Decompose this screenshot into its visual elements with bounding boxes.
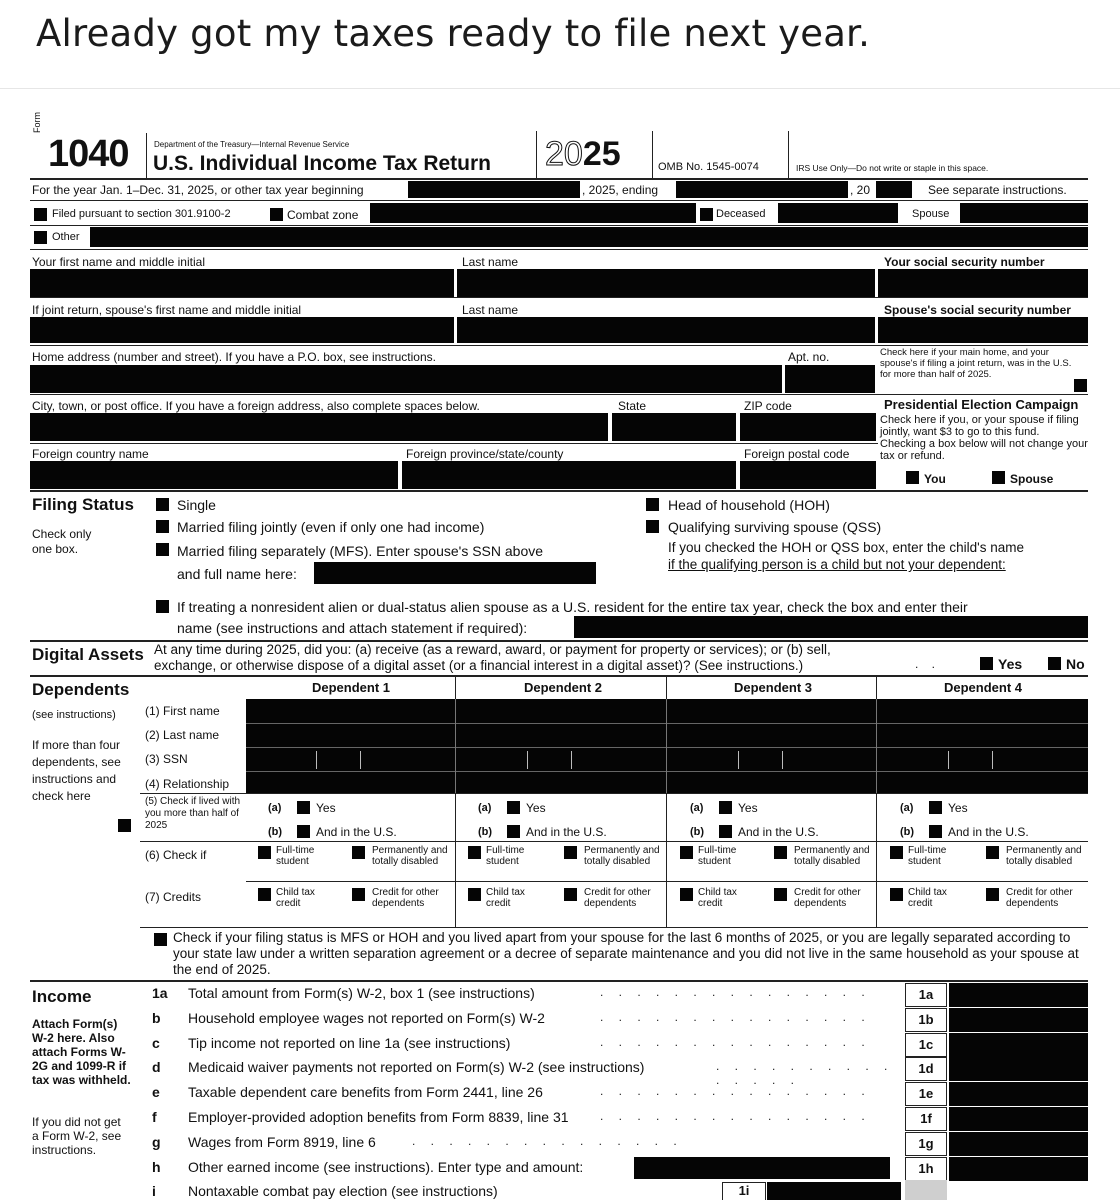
income-line-text: Wages from Form 8919, line 6: [188, 1134, 376, 1150]
dep4-otherdep-checkbox[interactable]: [986, 888, 999, 901]
mfs-checkbox[interactable]: [156, 543, 169, 556]
form-number: 1040: [48, 133, 129, 175]
period-end-field[interactable]: [676, 181, 848, 198]
period-begin-field[interactable]: [408, 181, 580, 198]
dep4-yes-label: Yes: [948, 801, 968, 815]
income-line-number: c: [152, 1035, 160, 1051]
digital-no-label: No: [1066, 656, 1085, 672]
income-line-number: h: [152, 1159, 161, 1175]
dependents-see: (see instructions): [32, 709, 116, 721]
pec-title: Presidential Election Campaign: [884, 397, 1079, 412]
dep3-b-label: (b): [690, 826, 705, 838]
postal-label: Foreign postal code: [744, 447, 850, 461]
digital-question-2: exchange, or otherwise dispose of a digital asset (or a financial interest in a digital asset)? (See instructions.): [154, 658, 804, 673]
income-line-number: i: [152, 1183, 156, 1199]
other-checkbox[interactable]: [34, 231, 47, 244]
mfs-lived-apart-text: Check if your filing status is MFS or HOH and you lived apart from your spouse for the last 6 months of 2025, or you are legally separated according to your state law under a written separation agreement or a decree of separate maintenance and you did not live in the same household as your spouse at the end of 2025.: [173, 930, 1079, 977]
dependents-grid-fields[interactable]: [246, 699, 1088, 793]
department: Department of the Treasury—Internal Revenue Service: [154, 140, 350, 149]
digital-question-1: At any time during 2025, did you: (a) receive (as a reward, award, or payment for property or services); or (b) sell,: [154, 642, 831, 657]
apt-field[interactable]: [785, 365, 875, 393]
qss-checkbox[interactable]: [646, 520, 659, 533]
pec-spouse-label: Spouse: [1010, 472, 1054, 486]
dep1-b-label: (b): [268, 826, 283, 838]
leader-dots: . . . . . . . . . . . . . . .: [600, 985, 871, 999]
more-dependents-text: If more than four dependents, see instructions and check here: [32, 738, 121, 803]
dep3-lived-yes-checkbox[interactable]: [719, 801, 732, 814]
omb-number: OMB No. 1545-0074: [658, 161, 759, 173]
dep3-fulltime-checkbox[interactable]: [680, 846, 693, 859]
dep3-in-us-checkbox[interactable]: [719, 825, 732, 838]
dep1-in-us-label: And in the U.S.: [316, 825, 397, 839]
hoh-note-2: if the qualifying person is a child but not your dependent:: [668, 557, 1006, 572]
tax-year: 2025: [545, 135, 621, 173]
other-label: Other: [52, 231, 80, 243]
irs-use-only: IRS Use Only—Do not write or staple in this space.: [796, 163, 989, 173]
first-name-field[interactable]: [30, 269, 454, 297]
spouse-ssn-field[interactable]: [878, 317, 1088, 343]
hoh-note-1: If you checked the HOH or QSS box, enter the child's name: [668, 540, 1025, 555]
dep2-fulltime-checkbox[interactable]: [468, 846, 481, 859]
country-field[interactable]: [30, 461, 398, 489]
combat-zone-label: Combat zone: [287, 208, 359, 222]
leader-dots: . . . . . . . . . . . . . . .: [716, 1059, 894, 1087]
dep2-childtax-checkbox[interactable]: [468, 888, 481, 901]
post-caption-area: [0, 0, 1120, 88]
apt-label: Apt. no.: [788, 350, 830, 364]
period-ending-label: , 2025, ending: [582, 183, 659, 197]
dep3-disabled-label: Permanently and totally disabled: [794, 845, 870, 867]
dep3-childtax-label: Child tax credit: [698, 887, 737, 909]
dep2-lived-yes-checkbox[interactable]: [507, 801, 520, 814]
mfs-label: Married filing separately (MFS). Enter spouse's SSN above: [177, 543, 544, 559]
no-w2-text: If you did not get a Form W-2, see instructions.: [32, 1115, 122, 1157]
province-field[interactable]: [402, 461, 736, 489]
more-dependents-checkbox[interactable]: [118, 819, 131, 832]
relationship-row-label: (4) Relationship: [145, 777, 230, 791]
other-field[interactable]: [90, 227, 1088, 247]
dep3-in-us-label: And in the U.S.: [738, 825, 819, 839]
digital-yes-checkbox[interactable]: [980, 657, 993, 670]
dependent-1-header: Dependent 1: [311, 680, 390, 695]
nonresident-checkbox[interactable]: [156, 600, 169, 613]
city-label: City, town, or post office. If you have a foreign address, also complete spaces below.: [32, 399, 480, 413]
income-line-text: Medicaid waiver payments not reported on Form(s) W-2 (see instructions): [188, 1059, 645, 1075]
spouse-last-name-field[interactable]: [457, 317, 875, 343]
qss-label: Qualifying surviving spouse (QSS): [668, 519, 882, 535]
deceased-label: Deceased: [716, 208, 766, 220]
digital-no-checkbox[interactable]: [1048, 657, 1061, 670]
spouse-last-name-label: Last name: [462, 303, 519, 317]
ssn-field[interactable]: [878, 269, 1088, 297]
mfj-checkbox[interactable]: [156, 520, 169, 533]
income-line-number: f: [152, 1109, 157, 1125]
dep2-disabled-checkbox[interactable]: [564, 846, 577, 859]
income-line-code: 1h: [905, 1157, 947, 1181]
dep1-otherdep-label: Credit for other dependents: [372, 887, 439, 909]
income-line-number: g: [152, 1134, 161, 1150]
income-line-code: 1e: [905, 1082, 947, 1106]
check-if-label: (6) Check if: [145, 848, 207, 862]
income-amount-field[interactable]: [949, 1033, 1088, 1057]
dep4-lived-yes-checkbox[interactable]: [929, 801, 942, 814]
period-year-label: , 20: [850, 183, 871, 197]
income-line-code: 1f: [905, 1107, 947, 1131]
line-1i-field[interactable]: [767, 1182, 901, 1200]
tax-form-1040: Form 1040 Department of the Treasury—Internal Revenue Service U.S. Individual Income Tax Return 2025 OMB No. 1545-0074 IRS Use Only—Do not write or staple in this space. For the year Jan. 1–Dec. 31, 2025, or other tax year beginning , 2025, ending , 20 See separate instructions. Filed pursuant to section 301.9100-2 Combat zone Deceased Spouse Other Your first name and middle initial Last name Your social security number If joint return, spouse's first name and middle initial Last name Spouse's social security number Home address (number and street). If you have a P.O. box, see instructions. Apt. no. Check here if your main home, and your spouse's if filing a joint return, was in the U.S. for more than half of 2025. City, town, or post office. If you have a foreign address, also complete spaces below. State ZIP code Presidential Election Campaign Check here if you, or your spouse if filing jointly, want $3 to go to this fund. Checking a box below will not change your tax or refund. Foreign country name Foreign province/state/county Foreign postal code You Spouse Filing Status Check only one box. Single Married filing jointly (even if only one had income) Married filing separately (MFS). Enter spouse's SSN above and full name here: Head of household (HOH) Qualifying surviving spouse (QSS) If you checked the HOH or QSS box, enter the child's name if the qualifying person is a child but not your dependent: If treating a nonresident alien or dual-status alien spouse as a U.S. resident for the entire tax year, check the box and enter their name (see instructions and attach statement if required): Digital Assets At any time during 2025, did you: (a) receive (as a reward, award, or payment for property or services); or (b) sell, exchange, or otherwise dispose of a digital asset (or a financial interest in a digital asset)? (See instructions.) . . Yes No Dependents (see instructions) If more than four dependents, see instructions and check here Dependent 1 Dependent 2 Dependent 3 Dependent 4 (1) First name (2) Last name (3) SSN (4) Relationship (5) Check if lived with you more than half of 2025 (a) Yes (b) And in the U.S. (a) Yes (b) And in the U.S. (a) Yes (b) And in the U.S. (a) Yes (b) And in the U.S. (6) Check if Full-time student Permanently and totally disabled Full-time student Permanently and totally disabled Full-time student Permanently and totally disabled Full-time student Permanently and totally disabled (7) Credits Child tax credit Credit for other dependents Child tax credit Credit for other dependents Child tax credit Credit for other dependents Child tax credit Credit for other dependents Check if your filing status is MFS or HOH and you lived apart from your spouse for the last 6 months of 2025, or you are legally separated according to your state law under a written separation agreement or a decree of separate maintenance and you did not live in the same household as your spouse at the end of 2025. Income Attach Form(s) W-2 here. Also attach Forms W-2G and 1099-R if tax was withheld. If you did not get a Form W-2, see instructions. 1a Total amount from Form(s) W-2, box 1 (see instructions) . . . . . . . . . . . . . . . 1a b Household employee wages not reported on Form(s) W-2 . . . . . . . . . . . . . . . 1b c Tip income not reported on line 1a (see instructions) . . . . . . . . . . . . . . . 1c d Medicaid waiver payments not reported on Form(s) W-2 (see instructions) . . . . . . . . . . . . . . . 1d e Taxable dependent care benefits from Form 2441, line 26 . . . . . . . . . . . . . . . 1e f Employer-provided adoption benefits from Form 8839, line 31 . . . . . . . . . . . . . . . 1f g Wages from Form 8919, line 6 . . . . . . . . . . . . . . . 1g h Other earned income (see instructions). Enter type and amount: 1h i Nontaxable combat pay election (see instructions) 1i: [0, 89, 1120, 1200]
other-earned-type-field[interactable]: [634, 1157, 890, 1179]
income-line-text: Total amount from Form(s) W-2, box 1 (see instructions): [188, 985, 535, 1001]
last-name-label: Last name: [462, 255, 519, 269]
filed-pursuant-checkbox[interactable]: [34, 208, 47, 221]
dep4-childtax-label: Child tax credit: [908, 887, 947, 909]
dependent-3-header: Dependent 3: [733, 680, 812, 695]
dep4-b-label: (b): [900, 826, 915, 838]
income-line-text: Other earned income (see instructions). Enter type and amount:: [188, 1159, 584, 1175]
income-line-code: 1a: [905, 983, 947, 1007]
dep1-disabled-checkbox[interactable]: [352, 846, 365, 859]
nonresident-text-1: If treating a nonresident alien or dual-status alien spouse as a U.S. resident for the entire tax year, check the box and enter their: [177, 599, 968, 615]
income-line-text: Nontaxable combat pay election (see instructions): [188, 1183, 498, 1199]
line-1i-code: 1i: [722, 1182, 766, 1200]
pec-you-label: You: [924, 472, 946, 486]
post-caption: Already got my taxes ready to file next year.: [36, 12, 871, 55]
postal-field[interactable]: [740, 461, 876, 489]
country-label: Foreign country name: [32, 447, 149, 461]
dep3-fulltime-label: Full-time student: [698, 845, 737, 867]
main-home-checkbox[interactable]: [1074, 379, 1087, 392]
single-label: Single: [177, 497, 216, 513]
leader-dots: . . . . . . . . . . . . . . .: [412, 1134, 683, 1148]
income-line-code: 1g: [905, 1132, 947, 1156]
ssn-label: Your social security number: [884, 255, 1045, 269]
dep4-disabled-label: Permanently and totally disabled: [1006, 845, 1082, 867]
dep1-disabled-label: Permanently and totally disabled: [372, 845, 448, 867]
dep4-disabled-checkbox[interactable]: [986, 846, 999, 859]
digital-yes-label: Yes: [998, 656, 1023, 672]
mfj-label: Married filing jointly (even if only one had income): [177, 519, 485, 535]
income-amount-field[interactable]: [949, 1008, 1088, 1032]
spouse-ssn-label: Spouse's social security number: [884, 303, 1071, 317]
income-amount-field[interactable]: [949, 1107, 1088, 1131]
zip-field[interactable]: [740, 413, 876, 441]
dependent-2-header: Dependent 2: [523, 680, 602, 695]
income-line-text: Household employee wages not reported on Form(s) W-2: [188, 1010, 545, 1026]
deceased-checkbox[interactable]: [700, 208, 713, 221]
shaded-cell: [905, 1180, 947, 1200]
dep1-childtax-checkbox[interactable]: [258, 888, 271, 901]
dep4-in-us-checkbox[interactable]: [929, 825, 942, 838]
mfs-lived-apart-checkbox[interactable]: [154, 933, 167, 946]
pec-spouse-checkbox[interactable]: [992, 471, 1005, 484]
first-name-label: Your first name and middle initial: [32, 255, 205, 269]
address-label: Home address (number and street). If you have a P.O. box, see instructions.: [32, 350, 436, 364]
dep4-fulltime-checkbox[interactable]: [890, 846, 903, 859]
dep3-otherdep-label: Credit for other dependents: [794, 887, 861, 909]
period-year-field[interactable]: [876, 181, 912, 198]
dep3-yes-label: Yes: [738, 801, 758, 815]
income-line-code: 1d: [905, 1057, 947, 1081]
city-field[interactable]: [30, 413, 608, 441]
income-amount-field[interactable]: [949, 1132, 1088, 1156]
address-field[interactable]: [30, 365, 782, 393]
zip-label: ZIP code: [744, 399, 792, 413]
dep2-childtax-label: Child tax credit: [486, 887, 525, 909]
dep2-otherdep-checkbox[interactable]: [564, 888, 577, 901]
leader-dots: . . . . . . . . . . . . . . .: [600, 1010, 871, 1024]
dep3-disabled-checkbox[interactable]: [774, 846, 787, 859]
leader-dots: . . . . . . . . . . . . . . .: [600, 1035, 871, 1049]
dep1-fulltime-label: Full-time student: [276, 845, 315, 867]
dep4-fulltime-label: Full-time student: [908, 845, 947, 867]
dep2-disabled-label: Permanently and totally disabled: [584, 845, 660, 867]
deceased-date-field[interactable]: [778, 203, 898, 223]
last-name-field[interactable]: [457, 269, 875, 297]
ssn-row-label: (3) SSN: [145, 752, 188, 766]
see-instructions: See separate instructions.: [928, 183, 1067, 197]
main-home-text: Check here if your main home, and your spouse's if filing a joint return, was in the U.S. for more than half of 2025.: [880, 347, 1072, 380]
dep2-yes-label: Yes: [526, 801, 546, 815]
first-name-row-label: (1) First name: [145, 704, 220, 718]
combat-zone-checkbox[interactable]: [270, 208, 283, 221]
income-amount-field[interactable]: [949, 1057, 1088, 1081]
dep2-otherdep-label: Credit for other dependents: [584, 887, 651, 909]
spouse-deceased-date-field[interactable]: [960, 203, 1088, 223]
income-line-number: e: [152, 1084, 160, 1100]
lived-with-label: (5) Check if lived with you more than half of 2025: [145, 796, 241, 831]
income-line-number: b: [152, 1010, 161, 1026]
check-only-one: Check only one box.: [32, 527, 92, 556]
form-title: U.S. Individual Income Tax Return: [153, 152, 491, 175]
income-amount-field[interactable]: [949, 1082, 1088, 1106]
digital-assets-title: Digital Assets: [32, 645, 144, 664]
state-label: State: [618, 399, 647, 413]
mfs-spouse-name-field[interactable]: [314, 562, 596, 584]
dep2-in-us-checkbox[interactable]: [507, 825, 520, 838]
dep1-childtax-label: Child tax credit: [276, 887, 315, 909]
income-line-number: 1a: [152, 985, 168, 1001]
last-name-row-label: (2) Last name: [145, 728, 220, 742]
form-label: Form: [32, 112, 42, 133]
combat-zone-field[interactable]: [370, 203, 696, 223]
dep1-lived-yes-checkbox[interactable]: [297, 801, 310, 814]
spouse-first-name-label: If joint return, spouse's first name and middle initial: [32, 303, 302, 317]
income-line-text: Taxable dependent care benefits from Form 2441, line 26: [188, 1084, 543, 1100]
dep1-otherdep-checkbox[interactable]: [352, 888, 365, 901]
income-line-number: d: [152, 1059, 161, 1075]
state-field[interactable]: [612, 413, 736, 441]
spouse-first-name-field[interactable]: [30, 317, 454, 343]
single-checkbox[interactable]: [156, 498, 169, 511]
hoh-checkbox[interactable]: [646, 498, 659, 511]
dep2-b-label: (b): [478, 826, 493, 838]
income-amount-field[interactable]: [949, 983, 1088, 1007]
dep1-fulltime-checkbox[interactable]: [258, 846, 271, 859]
income-amount-field[interactable]: [949, 1157, 1088, 1181]
dep4-otherdep-label: Credit for other dependents: [1006, 887, 1073, 909]
dep3-otherdep-checkbox[interactable]: [774, 888, 787, 901]
dep4-in-us-label: And in the U.S.: [948, 825, 1029, 839]
tax-year-beginning-label: For the year Jan. 1–Dec. 31, 2025, or other tax year beginning: [32, 183, 364, 197]
dep3-a-label: (a): [690, 802, 704, 814]
province-label: Foreign province/state/county: [406, 447, 564, 461]
nonresident-text-2: name (see instructions and attach statement if required):: [177, 620, 528, 636]
dep4-a-label: (a): [900, 802, 914, 814]
nonresident-name-field[interactable]: [574, 616, 1088, 638]
income-title: Income: [32, 987, 92, 1006]
spouse-deceased-label: Spouse: [912, 208, 950, 220]
filed-pursuant-label: Filed pursuant to section 301.9100-2: [52, 208, 231, 220]
dep2-in-us-label: And in the U.S.: [526, 825, 607, 839]
hoh-label: Head of household (HOH): [668, 497, 830, 513]
dep4-childtax-checkbox[interactable]: [890, 888, 903, 901]
leader-dots: . . . . . . . . . . . . . . .: [600, 1109, 871, 1123]
pec-you-checkbox[interactable]: [906, 471, 919, 484]
pec-text: Check here if you, or your spouse if filing jointly, want $3 to go to this fund. Checking a box below will not change your tax or refund.: [880, 414, 1088, 462]
dep1-in-us-checkbox[interactable]: [297, 825, 310, 838]
dependent-4-header: Dependent 4: [943, 680, 1022, 695]
income-line-code: 1b: [905, 1008, 947, 1032]
leader-dots: . . . . . . . . . . . . . . .: [600, 1084, 871, 1098]
attach-w2-text: Attach Form(s) W-2 here. Also attach Forms W-2G and 1099-R if tax was withheld.: [32, 1017, 131, 1087]
income-line-text: Tip income not reported on line 1a (see instructions): [188, 1035, 511, 1051]
dep2-a-label: (a): [478, 802, 492, 814]
dep2-fulltime-label: Full-time student: [486, 845, 525, 867]
dep3-childtax-checkbox[interactable]: [680, 888, 693, 901]
dep1-a-label: (a): [268, 802, 282, 814]
dependents-title: Dependents: [32, 680, 130, 699]
credits-label: (7) Credits: [145, 890, 202, 904]
income-line-text: Employer-provided adoption benefits from Form 8839, line 31: [188, 1109, 569, 1125]
income-line-code: 1c: [905, 1033, 947, 1057]
dep1-yes-label: Yes: [316, 801, 336, 815]
full-name-label: and full name here:: [177, 566, 297, 582]
filing-status-title: Filing Status: [32, 495, 134, 514]
